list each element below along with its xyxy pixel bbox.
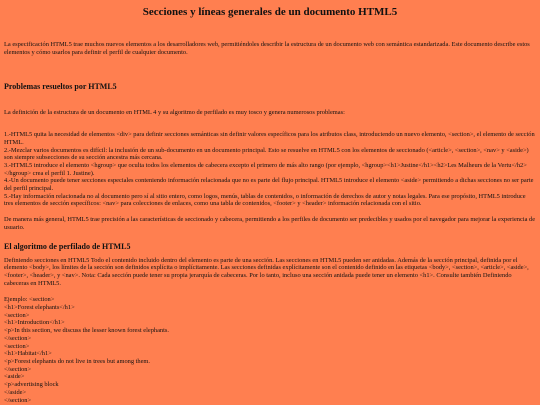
page-title: Secciones y líneas generales de un documento HTML5 <box>142 6 398 18</box>
code-line: <p>In this section, we discuss the lesser known forest elephants. <box>4 327 169 335</box>
problem-item: 5.-Hay información relacionada no al documento pero sí al sitio entero, como logos, menús, tablas de contenidos, o información de derechos de autor y notas legales. Para ese propósito, HTML5 introduce tres elementos de sección específicos: <nav> para colecciones de enlaces, como una tabla de contenidos, <footer> y <header> información relacionada con el sitio. <box>4 192 526 208</box>
code-line: <h1>Introduction</h1> <box>4 319 65 327</box>
problem-item: 1.-HTML5 quita la necesidad de elementos <div> para definir secciones semánticas sin definir valores específicos para los atributos class, introduciendo un nuevo elemento, <section>, el elemento de sección HTML. <box>4 131 535 146</box>
algorithm-heading: El algoritmo de perfilado de HTML5 <box>4 241 131 251</box>
code-line: <h1>Forest elephants</h1> <box>4 304 75 312</box>
problem-item: 3.-HTML5 introduce el elemento <hgroup> que oculta todos los elementos de cabecera excepto el primero de más alto rango (por ejemplo, <hgroup><h1>Justine</h1><h2>Les Malheurs de la Vertu</h2></hgroup> crea el perfil 1. Justine). <box>4 161 527 177</box>
intro-paragraph: La especificación HTML5 trae muchos nuevos elementos a los desarrolladores web, permitiéndoles describir la estructura de un documento web con semántica estandarizada. Este documento describe estos elementos y cómo usarlos para definir el perfil de cualquier documento. <box>4 41 530 56</box>
example-code <box>4 296 536 404</box>
code-line: <p>advertising block <box>4 381 59 389</box>
code-line: </section> <box>4 334 32 342</box>
problems-heading: Problemas resueltos por HTML5 <box>4 82 117 92</box>
code-line: <section> <box>4 311 30 319</box>
code-line: </aside> <box>4 388 27 396</box>
problem-item: 4.-Un documento puede tener secciones especiales conteniendo información relacionada que no es parte del flujo principal. HTML5 introduce el elemento <aside> permitiendo a dichas secciones no ser parte del perfil principal. <box>4 177 534 193</box>
algorithm-paragraph: Definiendo secciones en HTML5 Todo el contenido incluido dentro del elemento es parte de una sección. Las secciones en HTML5 pueden ser anidadas. Además de la sección principal, definida por el elemento <body>, los límites de la sección son definidos explícita o implícitamente. Las secciones definidas explícitamente son el contenido definido en las etiquetas <body>, <section>, <article>, <aside>, <footer>, <header>, y <nav>. Nota: Cada sección puede tener su propia jerarquía de cabeceras. Por lo tanto, incluso una sección anidada puede tener un elemento <h1>. Consulte también Definiendo cabeceras en HTML5. <box>4 256 529 287</box>
code-line: </section> <box>4 396 32 404</box>
code-line: <p>Forest elephants do not live in trees but among them. <box>4 357 151 365</box>
code-line: <h1>Habitat</h1> <box>4 350 52 358</box>
problem-item: 2.-Mezclar varios documentos es difícil: la inclusión de un sub-documento en un documento principal. Esto se resuelve en HTML5 con los elementos de seccionado (<article>, <section>, <nav> y <aside>) son siempre subsecciones de su sección ancestra más cercana. <box>4 146 529 162</box>
summary-paragraph: De manera más general, HTML5 trae precisión a las características de seccionado y cabecera, permitiendo a los perfiles de documento ser predecibles y usados por el navegador para mejorar la experiencia de usuario. <box>4 216 536 231</box>
problems-intro: La definición de la estructura de un documento en HTML 4 y su algoritmo de perfilado es muy tosco y genera numerosos problemas: <box>4 109 345 117</box>
code-line: <aside> <box>4 373 25 381</box>
code-line: Ejemplo: <section> <box>4 296 55 304</box>
code-line: <section> <box>4 342 30 350</box>
problems-list <box>4 131 536 208</box>
code-line: </section> <box>4 365 32 373</box>
